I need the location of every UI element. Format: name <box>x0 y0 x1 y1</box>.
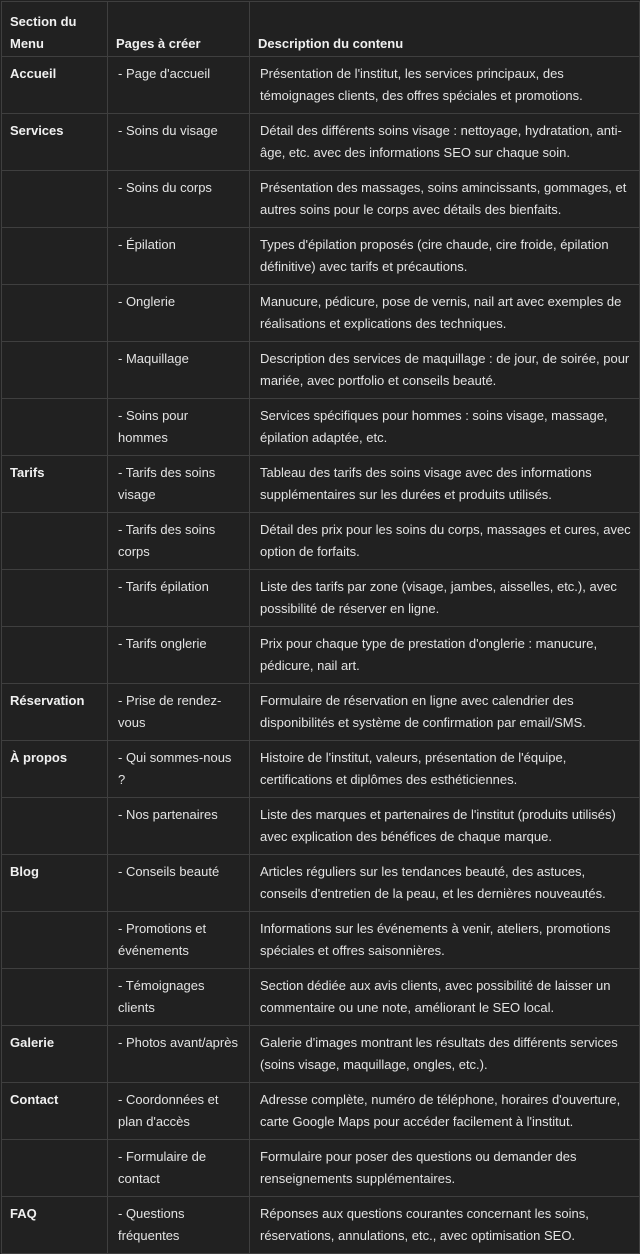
header-section: Section du Menu <box>2 2 108 57</box>
section-cell: Contact <box>2 1083 108 1140</box>
description-cell: Section dédiée aux avis clients, avec possibilité de laisser un commentaire ou une note, améliorant le SEO local. <box>250 969 640 1026</box>
page-cell: - Prise de rendez-vous <box>108 684 250 741</box>
table-row <box>2 855 640 912</box>
page-cell: - Témoignages clients <box>108 969 250 1026</box>
table-row <box>2 342 640 399</box>
page-cell: - Soins du visage <box>108 114 250 171</box>
table-row <box>2 798 640 855</box>
section-cell: Blog <box>2 855 108 912</box>
description-cell: Présentation de l'institut, les services principaux, des témoignages clients, des offres spéciales et promotions. <box>250 57 640 114</box>
section-cell: Accueil <box>2 57 108 114</box>
description-cell: Détail des prix pour les soins du corps, massages et cures, avec option de forfaits. <box>250 513 640 570</box>
description-cell: Présentation des massages, soins amincissants, gommages, et autres soins pour le corps avec détails des bienfaits. <box>250 171 640 228</box>
page-cell: - Épilation <box>108 228 250 285</box>
section-cell: À propos <box>2 741 108 798</box>
description-cell: Prix pour chaque type de prestation d'onglerie : manucure, pédicure, nail art. <box>250 627 640 684</box>
header-pages: Pages à créer <box>108 2 250 57</box>
page-cell: - Tarifs épilation <box>108 570 250 627</box>
description-cell: Liste des tarifs par zone (visage, jambes, aisselles, etc.), avec possibilité de réserver en ligne. <box>250 570 640 627</box>
table-row <box>2 1140 640 1197</box>
page-cell: - Photos avant/après <box>108 1026 250 1083</box>
section-cell: FAQ <box>2 1197 108 1254</box>
description-cell: Manucure, pédicure, pose de vernis, nail art avec exemples de réalisations et explications des techniques. <box>250 285 640 342</box>
page-cell: - Maquillage <box>108 342 250 399</box>
table-row <box>2 456 640 513</box>
description-cell: Formulaire pour poser des questions ou demander des renseignements supplémentaires. <box>250 1140 640 1197</box>
page-cell: - Qui sommes-nous ? <box>108 741 250 798</box>
section-cell: Galerie <box>2 1026 108 1083</box>
section-cell <box>2 798 108 855</box>
description-cell: Services spécifiques pour hommes : soins visage, massage, épilation adaptée, etc. <box>250 399 640 456</box>
section-cell <box>2 171 108 228</box>
table-row <box>2 1197 640 1254</box>
page-cell: - Soins du corps <box>108 171 250 228</box>
section-cell <box>2 228 108 285</box>
table-row <box>2 114 640 171</box>
table-header-row <box>2 2 640 57</box>
section-cell <box>2 399 108 456</box>
table-row <box>2 912 640 969</box>
table-row <box>2 228 640 285</box>
section-cell: Services <box>2 114 108 171</box>
header-description: Description du contenu <box>250 2 640 57</box>
section-cell <box>2 1140 108 1197</box>
section-cell <box>2 285 108 342</box>
section-cell <box>2 570 108 627</box>
page-cell: - Tarifs des soins corps <box>108 513 250 570</box>
table-row <box>2 969 640 1026</box>
section-cell <box>2 342 108 399</box>
table-row <box>2 57 640 114</box>
description-cell: Liste des marques et partenaires de l'institut (produits utilisés) avec explication des bénéfices de chaque marque. <box>250 798 640 855</box>
page-cell: - Soins pour hommes <box>108 399 250 456</box>
page-cell: - Tarifs des soins visage <box>108 456 250 513</box>
table-row <box>2 1083 640 1140</box>
table-row <box>2 399 640 456</box>
menu-plan-table <box>1 1 640 1254</box>
page-cell: - Formulaire de contact <box>108 1140 250 1197</box>
table-row <box>2 627 640 684</box>
description-cell: Adresse complète, numéro de téléphone, horaires d'ouverture, carte Google Maps pour accéder facilement à l'institut. <box>250 1083 640 1140</box>
description-cell: Détail des différents soins visage : nettoyage, hydratation, anti-âge, etc. avec des informations SEO sur chaque soin. <box>250 114 640 171</box>
description-cell: Types d'épilation proposés (cire chaude, cire froide, épilation définitive) avec tarifs et précautions. <box>250 228 640 285</box>
description-cell: Description des services de maquillage : de jour, de soirée, pour mariée, avec portfolio et conseils beauté. <box>250 342 640 399</box>
page-cell: - Page d'accueil <box>108 57 250 114</box>
description-cell: Galerie d'images montrant les résultats des différents services (soins visage, maquillage, ongles, etc.). <box>250 1026 640 1083</box>
description-cell: Réponses aux questions courantes concernant les soins, réservations, annulations, etc., avec optimisation SEO. <box>250 1197 640 1254</box>
section-cell: Tarifs <box>2 456 108 513</box>
page-cell: - Questions fréquentes <box>108 1197 250 1254</box>
page-cell: - Coordonnées et plan d'accès <box>108 1083 250 1140</box>
table-row <box>2 513 640 570</box>
description-cell: Histoire de l'institut, valeurs, présentation de l'équipe, certifications et diplômes des esthéticiennes. <box>250 741 640 798</box>
table-row <box>2 171 640 228</box>
description-cell: Tableau des tarifs des soins visage avec des informations supplémentaires sur les durées et produits utilisés. <box>250 456 640 513</box>
page-cell: - Nos partenaires <box>108 798 250 855</box>
description-cell: Articles réguliers sur les tendances beauté, des astuces, conseils d'entretien de la peau, et les dernières nouveautés. <box>250 855 640 912</box>
page-cell: - Tarifs onglerie <box>108 627 250 684</box>
section-cell <box>2 513 108 570</box>
page-cell: - Conseils beauté <box>108 855 250 912</box>
section-cell <box>2 912 108 969</box>
description-cell: Formulaire de réservation en ligne avec calendrier des disponibilités et système de confirmation par email/SMS. <box>250 684 640 741</box>
page-cell: - Onglerie <box>108 285 250 342</box>
description-cell: Informations sur les événements à venir, ateliers, promotions spéciales et offres saisonnières. <box>250 912 640 969</box>
section-cell: Réservation <box>2 684 108 741</box>
table-row <box>2 684 640 741</box>
section-cell <box>2 969 108 1026</box>
table-row <box>2 741 640 798</box>
table-row <box>2 285 640 342</box>
table-body <box>2 57 640 1254</box>
table-row <box>2 570 640 627</box>
menu-plan-table-container <box>1 1 639 1254</box>
page-cell: - Promotions et événements <box>108 912 250 969</box>
table-row <box>2 1026 640 1083</box>
section-cell <box>2 627 108 684</box>
